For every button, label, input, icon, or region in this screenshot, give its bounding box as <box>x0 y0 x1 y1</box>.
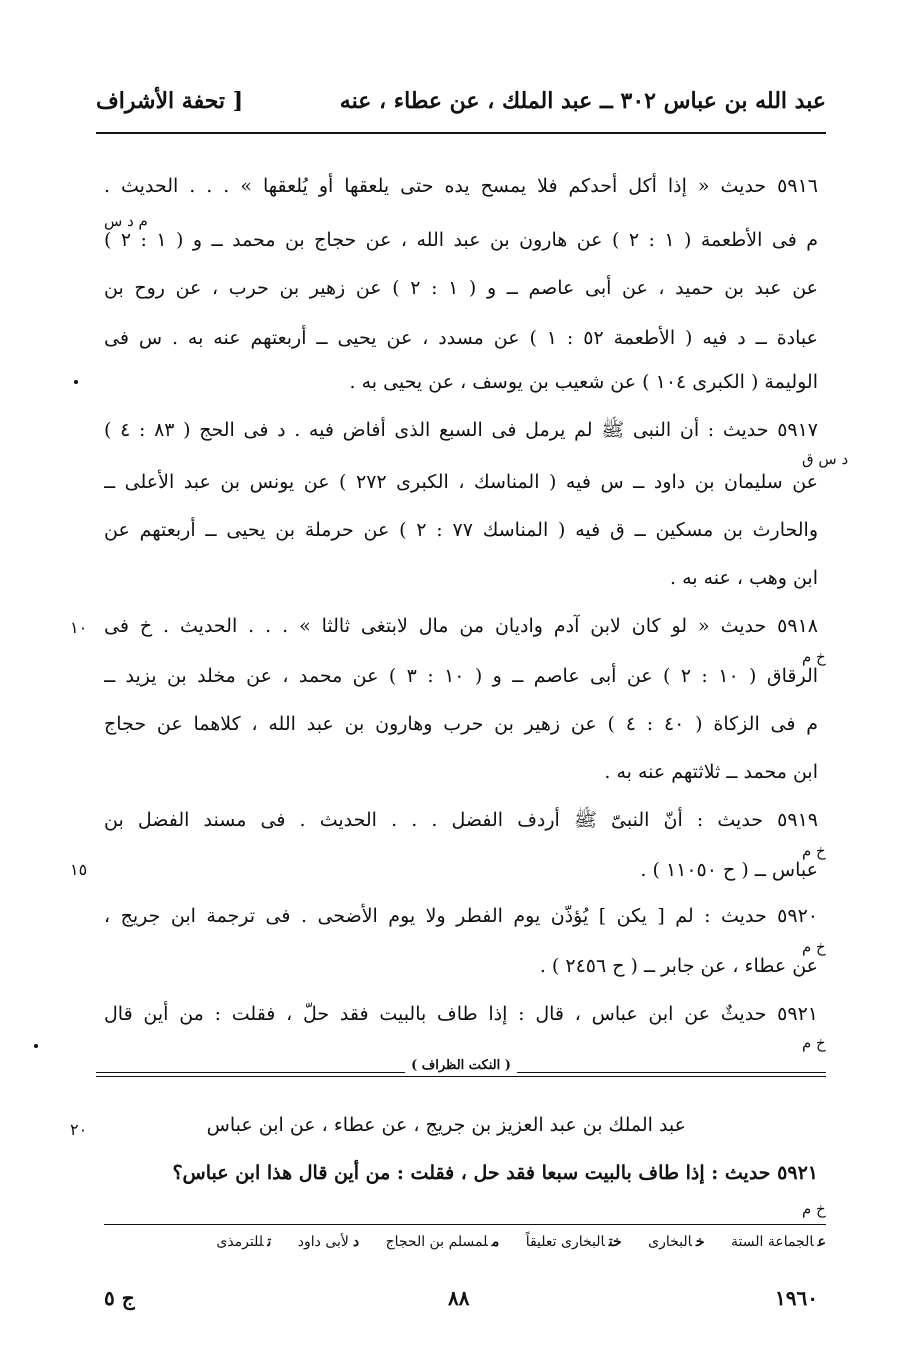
text-line: ٥٩١٦ حديث « إذا أكل أحدكم فلا يمسح يده حتى يلعقها أو يُلعقها » . . . الحديث . <box>104 175 818 197</box>
abbreviation-item: دلأبى داود <box>297 1234 360 1250</box>
nukat-separator <box>96 1058 826 1078</box>
abbreviation-key <box>194 1234 826 1250</box>
margin-mark <box>74 380 78 384</box>
footer-rule <box>104 1224 826 1225</box>
separator-title: ( النكت الظراف ) <box>405 1058 517 1073</box>
siglum: خ م <box>802 842 826 860</box>
text-line: ٥٩١٩ حديث : أنّ النبىّ ﷺ أردف الفضل . . . الحديث . فى مسند الفضل بن <box>104 809 818 831</box>
text-line: ابن محمد ــ ثلاثتهم عنه به . <box>604 761 818 783</box>
running-header-right: عبد الله بن عباس ٣٠٢ ــ عبد الملك ، عن عطاء ، عنه <box>339 88 826 114</box>
text-line: ٥٩١٨ حديث « لو كان لابن آدم واديان من مال لابتغى ثالثا » . . . الحديث . خ فى <box>104 615 818 637</box>
header-rule <box>96 132 826 134</box>
nukat-hadith: ٥٩٢١ حديث : إذا طاف بالبيت سبعا فقد حل ، فقلت : من أين قال هذا ابن عباس؟ <box>172 1162 818 1184</box>
hadith-count: ١٩٦٠ <box>775 1286 818 1310</box>
text-line: عن عبد بن حميد ، عن أبى عاصم ــ و ( ١ : ٢ ) عن زهير بن حرب ، عن روح بن <box>104 277 818 299</box>
volume-number: ج ٥ <box>104 1286 135 1310</box>
siglum: خ م <box>802 938 826 956</box>
siglum: خ م <box>802 1200 826 1218</box>
running-header-left: [ تحفة الأشراف <box>96 88 244 114</box>
text-line: عباس ــ ( ح ١١٠٥٠ ) . <box>640 859 818 881</box>
abbreviation-item: خالبخارى <box>648 1234 705 1250</box>
siglum: د س ق <box>802 450 849 468</box>
text-line: ٥٩١٧ حديث : أن النبى ﷺ لم يرمل فى السبع الذى أفاض فيه . د فى الحج ( ٨٣ : ٤ ) <box>104 419 818 441</box>
line-number: ٢٠ <box>70 1120 88 1139</box>
nukat-chain: عبد الملك بن عبد العزيز بن جريج ، عن عطاء ، عن ابن عباس <box>206 1114 686 1136</box>
text-line: م فى الزكاة ( ٤٠ : ٤ ) عن زهير بن حرب وهارون بن عبد الله ، كلاهما عن حجاج <box>104 713 818 735</box>
text-line: عبادة ــ د فيه ( الأطعمة ٥٢ : ١ ) عن مسدد ، عن يحيى ــ أربعتهم عنه به . س فى <box>104 327 818 349</box>
text-line: الوليمة ( الكبرى ١٠٤ ) عن شعيب بن يوسف ، عن يحيى به . <box>349 371 818 393</box>
siglum: خ م <box>802 648 826 666</box>
margin-mark <box>34 1044 38 1048</box>
text-line: عن سليمان بن داود ــ س فيه ( المناسك ، الكبرى ٢٧٢ ) عن يونس بن عبد الأعلى ــ <box>104 471 818 493</box>
siglum: م د س <box>104 212 148 230</box>
text-line: م فى الأطعمة ( ١ : ٢ ) عن هارون بن عبد الله ، عن حجاج بن محمد ــ و ( ١ : ٢ ) <box>104 229 818 251</box>
text-line: الرقاق ( ١٠ : ٢ ) عن أبى عاصم ــ و ( ١٠ : ٣ ) عن محمد ، عن مخلد بن يزيد ــ <box>104 665 818 687</box>
line-number: ١٥ <box>70 860 88 879</box>
siglum: خ م <box>802 1034 826 1052</box>
text-line: ابن وهب ، عنه به . <box>670 567 818 589</box>
text-line: ٥٩٢١ حديثٌ عن ابن عباس ، قال : إذا طاف بالبيت فقد حلّ ، فقلت : من أين قال <box>104 1003 818 1025</box>
line-number: ١٠ <box>70 618 88 637</box>
abbreviation-item: عالجماعة الستة <box>731 1234 826 1250</box>
abbreviation-item: تللترمذى <box>216 1234 272 1250</box>
text-line: والحارث بن مسكين ــ ق فيه ( المناسك ٧٧ : ٢ ) عن حرملة بن يحيى ــ أربعتهم عن <box>104 519 818 541</box>
page-number: ٨٨ <box>448 1286 470 1310</box>
abbreviation-item: ملمسلم بن الحجاج <box>385 1234 500 1250</box>
text-line: ٥٩٢٠ حديث : لم [ يكن ] يُؤذّن يوم الفطر ولا يوم الأضحى . فى ترجمة ابن جريج ، <box>104 905 818 927</box>
abbreviation-item: ختالبخارى تعليقاً <box>525 1234 622 1250</box>
text-line: عن عطاء ، عن جابر ــ ( ح ٢٤٥٦ ) . <box>539 955 818 977</box>
